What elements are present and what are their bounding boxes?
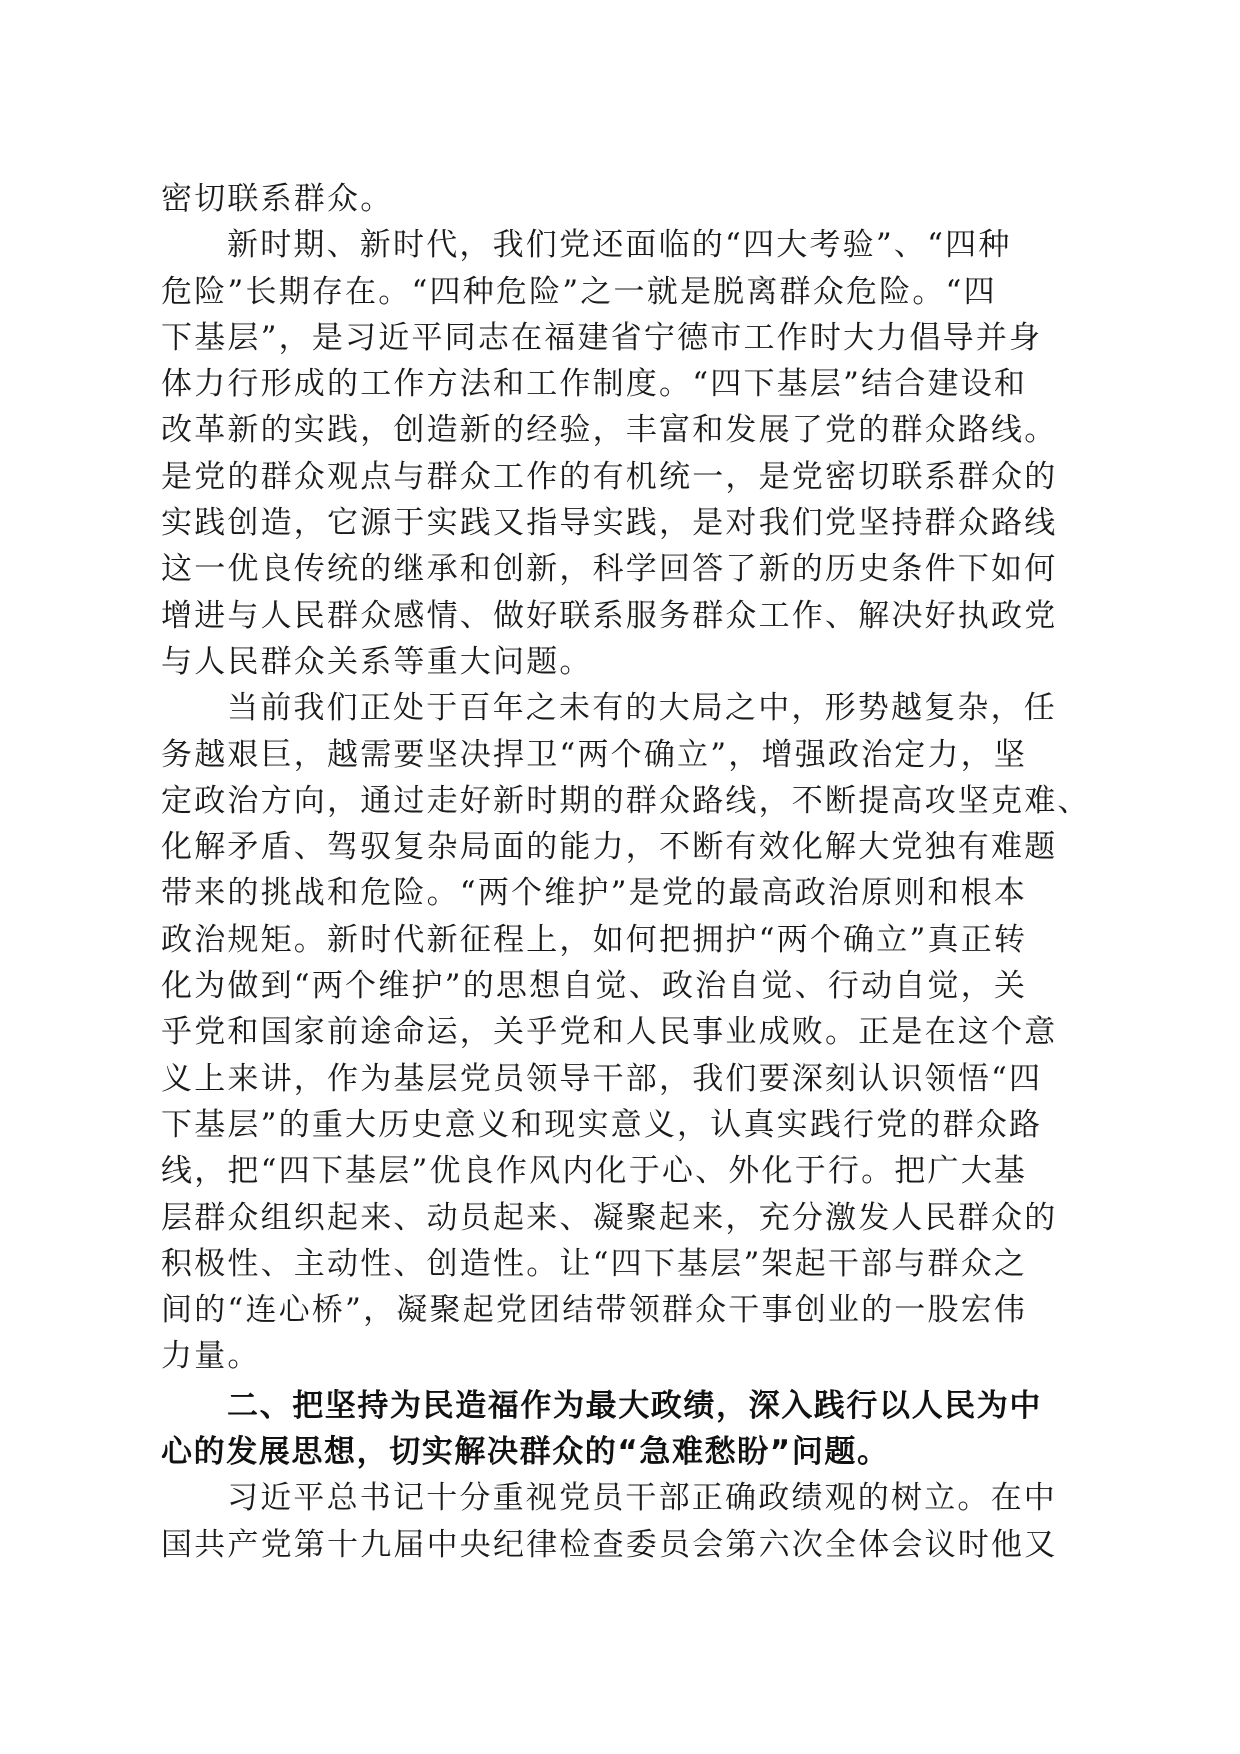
text-line: 层群众组织起来、动员起来、凝聚起来，充分激发人民群众的 xyxy=(161,1199,1058,1236)
text-line: 义上来讲，作为基层党员领导干部，我们要深刻认识领悟“四 xyxy=(161,1060,1043,1097)
text-line: 国共产党第十九届中央纪律检查委员会第六次全体会议时他又 xyxy=(161,1526,1058,1563)
section-heading-line: 心的发展思想，切实解决群众的“急难愁盼”问题。 xyxy=(161,1434,890,1471)
text-line: 定政治方向，通过走好新时期的群众路线，不断提高攻坚克难、 xyxy=(161,782,1091,819)
paragraph-start-line: 习近平总书记十分重视党员干部正确政绩观的树立。在中 xyxy=(227,1480,1057,1517)
text-line: 政治规矩。新时代新征程上，如何把拥护“两个确立”真正转 xyxy=(161,921,1028,958)
text-line: 改革新的实践，创造新的经验，丰富和发展了党的群众路线。 xyxy=(161,412,1058,449)
document-body xyxy=(161,176,1091,1568)
text-line: 与人民群众关系等重大问题。 xyxy=(161,643,593,680)
text-line: 下基层”的重大历史意义和现实意义，认真实践行党的群众路 xyxy=(161,1106,1043,1143)
text-line: 密切联系群众。 xyxy=(161,181,394,217)
text-line: 带来的挑战和危险。“两个维护”是党的最高政治原则和根本 xyxy=(161,875,1028,912)
paragraph-start-line: 当前我们正处于百年之未有的大局之中，形势越复杂，任 xyxy=(227,690,1057,727)
text-line: 化解矛盾、驾驭复杂局面的能力，不断有效化解大党独有难题 xyxy=(161,829,1058,866)
text-line: 力量。 xyxy=(161,1338,261,1375)
text-line: 是党的群众观点与群众工作的有机统一，是党密切联系群众的 xyxy=(161,458,1058,495)
text-line: 实践创造，它源于实践又指导实践，是对我们党坚持群众路线 xyxy=(161,505,1058,542)
text-line: 化为做到“两个维护”的思想自觉、政治自觉、行动自觉，关 xyxy=(161,968,1028,1005)
text-line: 下基层”，是习近平同志在福建省宁德市工作时大力倡导并身 xyxy=(161,319,1043,356)
text-line: 乎党和国家前途命运，关乎党和人民事业成败。正是在这个意 xyxy=(161,1014,1058,1051)
text-line: 体力行形成的工作方法和工作制度。“四下基层”结合建设和 xyxy=(161,366,1028,403)
text-line: 线，把“四下基层”优良作风内化于心、外化于行。把广大基 xyxy=(161,1153,1028,1190)
paragraph-start-line: 新时期、新时代，我们党还面临的“四大考验”、“四种 xyxy=(227,227,1012,264)
text-line: 间的“连心桥”，凝聚起党团结带领群众干事创业的一股宏伟 xyxy=(161,1292,1028,1329)
text-line: 积极性、主动性、创造性。让“四下基层”架起干部与群众之 xyxy=(161,1245,1028,1282)
text-line: 增进与人民群众感情、做好联系服务群众工作、解决好执政党 xyxy=(161,597,1058,634)
text-line: 危险”长期存在。“四种危险”之一就是脱离群众危险。“四 xyxy=(161,273,997,310)
text-line: 务越艰巨，越需要坚决捍卫“两个确立”，增强政治定力，坚 xyxy=(161,736,1028,773)
section-heading-line: 二、把坚持为民造福作为最大政绩，深入践行以人民为中 xyxy=(227,1387,1042,1424)
text-line: 这一优良传统的继承和创新，科学回答了新的历史条件下如何 xyxy=(161,551,1058,588)
